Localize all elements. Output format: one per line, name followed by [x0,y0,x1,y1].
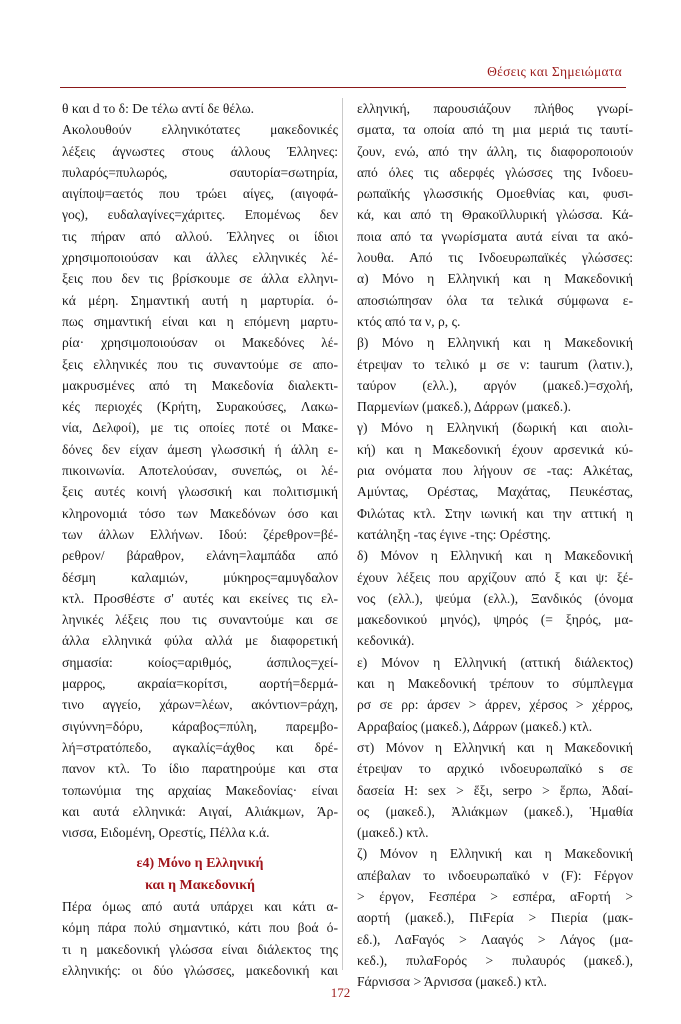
text-line: ρσ σε ρρ: άρσεν > άρρεν, χέρσος > χέρρος, [357,697,633,713]
right-column [357,98,633,992]
text-line: γ) Μόνο η Ελληνική (δωρική και αιολι- [357,420,633,436]
text-line: πικοινωνία. Αποτελούσαν, συνεπώς, οι λέ- [62,463,338,479]
text-line: πυλαρός=πυλωρός, σαυτορία=σωτηρία, [62,164,338,180]
text-line: κεδονικά). [357,633,415,649]
text-line: κεδ.), πυλαFορός > πυλαυρός (μακεδ.), [357,952,633,968]
text-line: στ) Μόνον η Ελληνική και η Μακεδονική [357,739,633,755]
column-divider [342,98,343,970]
text-line: Πέρα όμως από αυτά υπάρχει και κάτι α- [62,898,338,914]
text-line: α) Μόνο η Ελληνική και η Μακεδονική [357,271,633,287]
text-line: ελληνικής: οι δύο γλώσσες, μακεδονική και [62,962,338,978]
text-line: αποσιώπησαν όλα τα τελικά σύμφωνα ε- [357,292,633,308]
text-line: κά, και από τη Θρακοϊλλυρική γλώσσα. Κά- [357,207,633,223]
text-line: τινο αγγείο, χάρων=λέων, ακόντιον=ράχη, [62,697,338,713]
section-gap [62,843,338,853]
text-line: έτρεψαν το τελικό μ σε ν: taurum (λατιν.), [357,356,633,372]
text-line: αορτή (μακεδ.), ΠιFερία > Πιερία (μακ- [357,910,633,926]
section-heading: ε4) Μόνο η Ελληνική [136,856,264,872]
text-line: τι η μακεδονική γλώσσα είναι διάλεκτος της [62,941,338,957]
text-line: δέσμη καλαμιών, μύκηρος=αμυγδαλον [62,569,338,585]
text-line: νία, Δελφοί), με τις οποίες ποτέ οι Μακε- [62,420,338,436]
text-line: ξεις ελληνικές που τις συναντούμε σε απο- [62,356,338,372]
text-line: κόμη πάρα πολύ σημαντικό, κάτι που βοά ό- [62,920,338,936]
text-line: ε) Μόνον η Ελληνική (αττική διάλεκτος) [357,654,633,670]
text-line: έτρεψαν το αρχικό ινδοευρωπαϊκό s σε [357,761,633,777]
text-line: Αρραβαίος (μακεδ.), Δάρρων (μακεδ.) κτλ. [357,718,593,734]
text-line: ζ) Μόνον η Ελληνική και η Μακεδονική [357,846,633,862]
text-line: Φιλώτας κτλ. Στην ιωνική και την αττική η [357,505,633,521]
section-heading: και η Μακεδονική [145,877,255,893]
text-line: γος), ευδαλαγίνες=χάριτες. Επομένως δεν [62,207,338,223]
running-head: Θέσεις και Σημειώματα [487,64,622,79]
text-line: ξεις που δεν τις βρίσκουμε σε άλλα ελληνι- [62,271,338,287]
text-line: νος (ελλ.), ψεύμα (ελλ.), Ξανδικός (όνομα [357,590,633,606]
text-line: λέξεις άγνωστες στους άλλους Έλληνες: [62,143,338,159]
text-line: κατάληξη -τας έγινε -της: Ορέστης. [357,526,551,542]
text-line: μαρρος, ακραία=κορίτσι, αορτή=δερμά- [62,676,338,692]
text-line: ληνικές λέξεις που τις συναντούμε και σε [62,612,338,628]
text-line: τις πήραν από αλλού. Έλληνες οι ίδιοι [62,228,338,244]
text-line: έχουν λέξεις που αρχίζουν από ξ και ψ: ξέ- [357,569,633,585]
left-text-block-a [62,98,338,843]
text-line: ελληνική, παρουσιάζουν πλήθος γνωρί- [357,101,633,116]
text-line: χρησιμοποιούσαν και άλλες ελληνικές λέ- [62,250,338,266]
text-line: αιγίποψ=αετός που τρώει αίγες, (αιγοφά- [62,186,338,202]
text-line: και η Μακεδονική τρέπουν το σύμπλεγμα [357,676,633,692]
text-line: κές περιοχές (Κρήτη, Συρακούσες, Λακω- [62,399,338,415]
text-line: τοπωνύμια της αρχαίας Μακεδονίας· είναι [62,782,338,798]
text-line: πως σημαντική είναι και η επόμενη μαρτυ- [62,313,338,329]
text-line: σματα, τα οποία από τη μια μεριά τις ταυτί- [357,122,633,138]
text-line: ρεθρον/ βάραθρον, ελάνη=λαμπάδα από [62,548,338,564]
text-line: άλλα ελληνικά φύλα αλλά με διαφορετική [62,633,338,649]
text-line: σιγύννη=δόρυ, κάραβος=πύλη, παρεμβο- [62,718,338,734]
left-text-block-b [62,896,338,981]
text-line: κά μέρη. Σημαντική αυτή η μαρτυρία. ό- [62,292,338,308]
text-line: κληρονομιά τόσο των Μακεδόνων όσο και [62,505,338,521]
text-line: Αμύντας, Ορέστας, Μαχάτας, Πευκέστας, [357,484,633,500]
text-line: μακρυσμένες από τη Μακεδονία διαλεκτι- [62,377,338,393]
text-line: Ακολουθούν ελληνικότατες μακεδονικές [62,122,338,138]
text-line: Παρμενίων (μακεδ.), Δάρρων (μακεδ.). [357,399,572,415]
text-line: ρία· χρησιμοποιούσαν οι Μακεδόνες λέ- [62,335,338,351]
text-line: κτλ. Προσθέστε σ' αυτές και εκείνες τις ελ- [62,590,338,606]
page-number: 172 [330,985,351,1000]
text-line: εδ.), ΛαFαγός > Λααγός > Λάγος (μα- [357,931,633,947]
text-line: κή) και η Μακεδονική έχουν αρσενικά κύ- [357,441,633,457]
left-column [62,98,338,981]
text-line: ρωπαϊκής γλωσσικής Ομοεθνίας και, φυσι- [357,186,633,202]
right-text-block [357,98,633,992]
text-line: ζουν, ενώ, από την άλλη, τις διαφοροποιούν [357,143,633,159]
text-line: των άλλων Ελλήνων. Ιδού: ζέρεθρον=βέ- [62,526,338,542]
header-rule [60,87,626,88]
text-line: β) Μόνο η Ελληνική και η Μακεδονική [357,335,633,351]
text-line: Fάρνισσα > Άρνισσα (μακεδ.) κτλ. [357,974,547,990]
text-line: πανον κτλ. Το ίδιο παρατηρούμε και στα [62,761,338,777]
text-line: ταύρον (ελλ.), αργόν (μακεδ.)=σχολή, [357,377,633,393]
text-line: ρια ονόματα που λήγουν σε -τας: Αλκέτας, [357,463,633,479]
text-line: θ και d το δ: De τέλω αντί δε θέλω. [62,101,255,116]
text-line: ος (μακεδ.), Ἀλιάκμων (μακεδ.), Ἡμαθία [357,803,633,819]
text-line: νισσα, Ειδομένη, Ορεστίς, Πέλλα κ.ά. [62,825,270,841]
text-line: κτός από τα ν, ρ, ς. [357,313,461,329]
text-line: λουθα. Από τις Ινδοευρωπαϊκές γλώσσες: [357,250,633,266]
text-line: δ) Μόνον η Ελληνική και η Μακεδονική [357,548,633,564]
text-line: απέβαλαν το ινδοευρωπαϊκό ν (F): Fέργον [357,867,633,883]
text-line: > έργον, Fεσπέρα > εσπέρα, αFορτή > [357,888,633,904]
text-line: δασεία Η: sex > ἕξι, serpo > ἕρπω, Ἀδαί- [357,782,633,798]
text-line: ξεις αυτές κοινή γλωσσική και πολιτισμική [62,484,338,500]
text-line: (μακεδ.) κτλ. [357,825,429,841]
text-line: δόνες δεν είχαν άμεση γλωσσική ή άλλη ε- [62,441,338,457]
text-line: και αυτά ελληνικά: Αιγαί, Αλιάκμων, Άρ- [62,803,338,819]
text-line: μακεδονικού μηνός), ψηρός (= ξηρός, μα- [357,612,633,628]
text-line: από όλες τις αδερφές γλώσσες της Ινδοευ- [357,164,633,180]
text-line: ποια από τα γνωρίσματα αυτά είναι τα ακό- [357,228,633,244]
text-line: λή=στρατόπεδο, αγκαλίς=άχθος και δρέ- [62,739,338,755]
text-line: σημασία: κοίος=αριθμός, άσπιλος=χεί- [62,654,338,670]
